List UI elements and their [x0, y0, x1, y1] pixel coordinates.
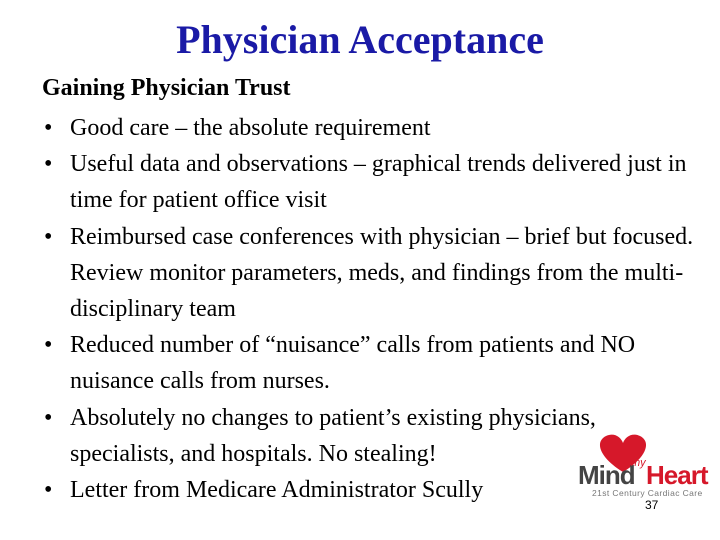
- bullet-text: Absolutely no changes to patient’s existing physicians, specialists, and hospitals. No stealing!: [70, 404, 596, 467]
- bullet-text: Reimbursed case conferences with physician – brief but focused. Review monitor parameters, meds, and findings from the multi-disciplinary team: [70, 223, 694, 323]
- logo-tagline-text: 21st Century Cardiac Care: [592, 488, 703, 498]
- page-number: 37: [645, 498, 659, 512]
- list-item: [42, 146, 702, 218]
- bullet-text: Letter from Medicare Administrator Scully: [70, 477, 484, 504]
- bullet-icon: •: [44, 223, 53, 250]
- slide-title: Physician Acceptance: [176, 17, 544, 62]
- list-item: [42, 219, 702, 328]
- bullet-icon: •: [44, 115, 53, 141]
- bullet-icon: •: [44, 404, 53, 431]
- bullet-text: Good care – the absolute requirement: [70, 115, 431, 141]
- bullet-text: Reduced number of “nuisance” calls from patients and NO nuisance calls from nurses.: [70, 332, 636, 395]
- logo-mind-text: Mind: [578, 460, 635, 490]
- logo-heart-text: Heart: [646, 460, 708, 490]
- logo-my-text: my: [631, 457, 646, 469]
- bullet-icon: •: [44, 477, 53, 504]
- slide-subheading: Gaining Physician Trust: [42, 75, 291, 101]
- bullet-icon: •: [44, 151, 53, 178]
- bullet-text: Useful data and observations – graphical trends delivered just in time for patient office visit: [70, 151, 687, 214]
- list-item: [42, 327, 702, 399]
- bullet-icon: •: [44, 332, 53, 359]
- list-item: [42, 110, 702, 146]
